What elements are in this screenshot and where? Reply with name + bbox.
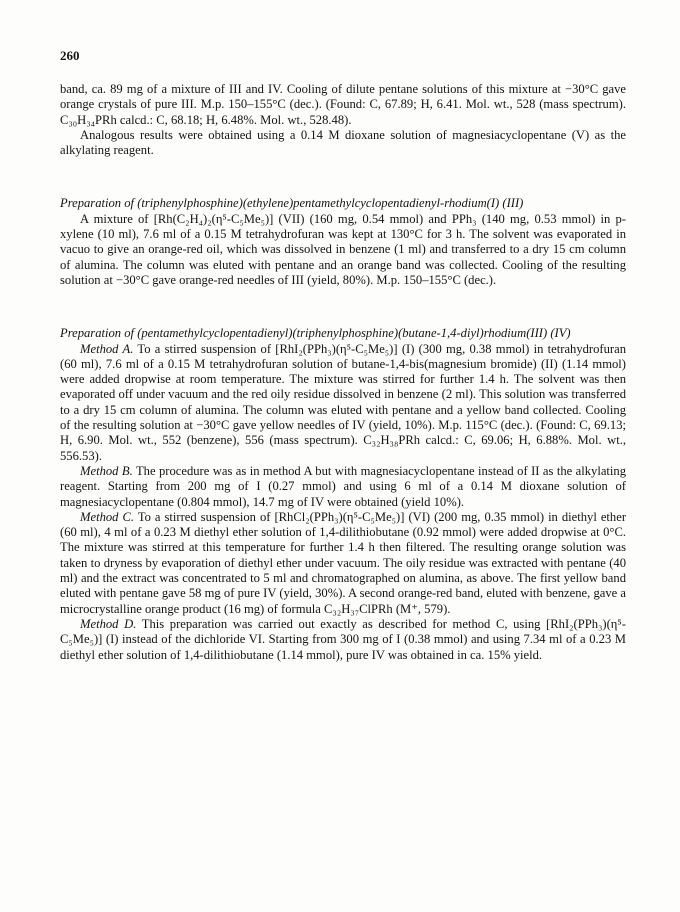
method-a-text: To a stirred suspension of [RhI₂(PPh₃)(η⁵-C₅Me₅)] (I) (300 mg, 0.38 mmol) in tetrahydrofuran (60 ml), 7.6 ml of a 0.15 M tetrahydrofuran solution of butane-1,4-bis(magnesium bromide) (II) (1.14 mmol) were added dropwise at room temperature. The mixture was stirred for further 1.4 h. The solvent was then evaporated off under vacuum and the red oily residue dissolved in benzene (2 ml). This solution was transferred to a dry 15 cm column of alumina. The column was eluted with pentane and a yellow band collected. Cooling of the resulting solution at −30°C gave yellow needles of IV (yield, 10%). M.p. 115°C (dec.). (Found: C, 69.13; H, 6.90. Mol. wt., 552 (benzene), 556 (mass spectrum). C₃₂H₃₈PRh calcd.: C, 69.06; H, 6.88%. Mol. wt., 556.53). [60, 341, 626, 463]
text-column [60, 82, 626, 663]
section-heading-IV: Preparation of (pentamethylcyclopentadienyl)(triphenylphosphine)(butane-1,4-diyl)rhodium(III) (IV) [60, 326, 571, 341]
page-number: 260 [60, 48, 80, 63]
method-b-text: The procedure was as in method A but with magnesiacyclopentane instead of II as the alkylating reagent. Starting from 200 mg of I (0.27 mmol) and using 6 ml of a 0.14 M dioxane solution of magnesiacyclopentane (0.804 mmol), 14.7 mg of IV were obtained (yield 10%). [60, 463, 627, 509]
method-d-text: This preparation was carried out exactly as described for method C, using [RhI₂(PPh₃)(η⁵-C₅Me₅)] (I) instead of the dichloride VI. Starting from 300 mg of I (0.38 mmol) and using 7.34 ml of a 0.23 M diethyl ether solution of 1,4-dilithiobutane (1.14 mmol), pure IV was obtained in ca. 15% yield. [60, 616, 626, 662]
method-b-label: Method B. [80, 463, 133, 478]
method-a-paragraph [60, 342, 626, 464]
method-c-paragraph [60, 510, 626, 617]
method-a-label: Method A. [80, 341, 134, 356]
method-c-label: Method C. [80, 509, 135, 524]
method-d-paragraph [60, 617, 626, 663]
section-heading-III: Preparation of (triphenylphosphine)(ethylene)pentamethylcyclopentadienyl-rhodium(I) (III) [60, 196, 524, 211]
paragraph-analogous: Analogous results were obtained using a 0.14 M dioxane solution of magnesiacyclopentane (V) as the alkylating reagent. [60, 127, 626, 158]
method-b-paragraph [60, 464, 626, 510]
paragraph-III-prep: A mixture of [Rh(C₂H₄)₂(η⁵-C₅Me₅)] (VII) (160 mg, 0.54 mmol) and PPh₃ (140 mg, 0.53 mmol) in p-xylene (10 ml), 7.6 ml of a 0.15 M tetrahydrofuran was kept at 130°C for 3 h. The solvent was evaporated in vacuo to give an orange-red oil, which was dissolved in benzene (1 ml) and transferred to a dry 15 cm column of alumina. The column was eluted with pentane and an orange band was collected. Cooling of the resulting solution at −30°C gave orange-red needles of III (yield, 80%). M.p. 150–155°C (dec.). [60, 211, 626, 287]
method-c-text: To a stirred suspension of [RhCl₂(PPh₃)(η⁵-C₅Me₅)] (VI) (200 mg, 0.35 mmol) in diethyl ether (60 ml), 4 ml of a 0.23 M diethyl ether solution of 1,4-dilithiobutane (0.92 mmol) were added dropwise at 0°C. The mixture was stirred at this temperature for further 1.4 h then filtered. The resulting orange solution was taken to dryness by evaporation of diethyl ether under vacuum. The oily residue was extracted with pentane (40 ml) and the extract was concentrated to 5 ml and chromatographed on alumina, as above. The first yellow band eluted with pentane gave 58 mg of pure IV (yield, 30%). A second orange-red band, eluted with benzene, gave a microcrystalline orange product (16 mg) of formula C₃₂H₃₇ClPRh (M⁺, 579). [60, 509, 627, 616]
paragraph-continuation: band, ca. 89 mg of a mixture of III and IV. Cooling of dilute pentane solutions of this mixture at −30°C gave orange crystals of pure III. M.p. 150–155°C (dec.). (Found: C, 67.89; H, 6.41. Mol. wt., 528 (mass spectrum). C₃₀H₃₄PRh calcd.: C, 68.18; H, 6.48%. Mol. wt., 528.48). [60, 82, 626, 127]
method-d-label: Method D. [80, 616, 137, 631]
